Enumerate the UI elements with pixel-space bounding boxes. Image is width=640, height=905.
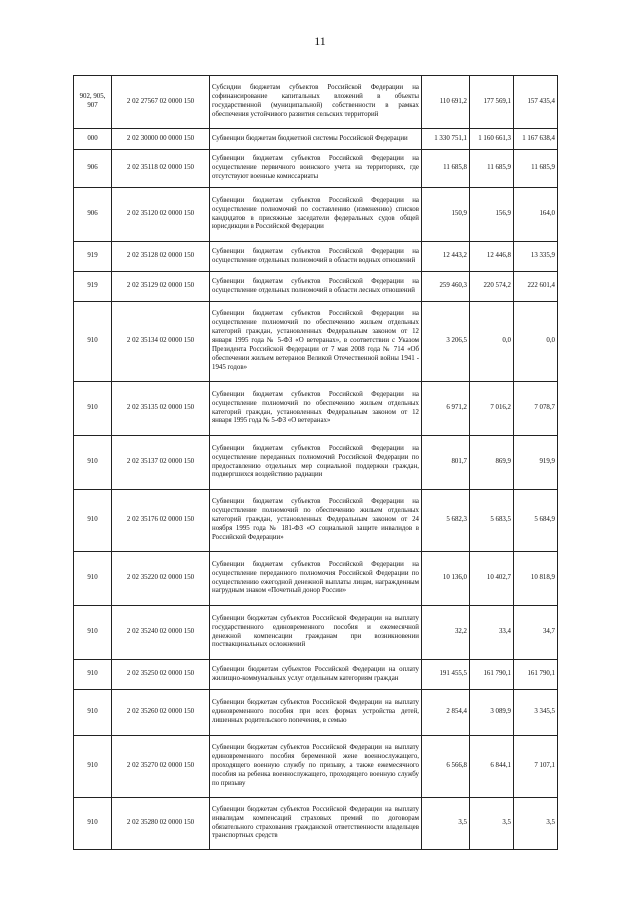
amount-year-3-cell: 10 818,9 bbox=[514, 552, 558, 606]
revenue-name-cell: Субвенции бюджетам субъектов Российской Федерации на осуществление полномочий по обеспечению жильем отдельных категорий граждан, установленных Федеральным законом от 12 января 1995 года № 5-ФЗ «О ветеранах» bbox=[210, 382, 422, 436]
budget-code-cell: 2 02 35240 02 0000 150 bbox=[112, 606, 210, 660]
amount-year-1-cell: 10 136,0 bbox=[422, 552, 470, 606]
amount-year-1-cell: 3 206,5 bbox=[422, 302, 470, 382]
budget-code-cell: 2 02 35135 02 0000 150 bbox=[112, 382, 210, 436]
amount-year-2-cell: 3,5 bbox=[470, 798, 514, 850]
budget-code-cell: 2 02 35176 02 0000 150 bbox=[112, 490, 210, 552]
amount-year-1-cell: 191 455,5 bbox=[422, 660, 470, 690]
amount-year-3-cell: 5 684,9 bbox=[514, 490, 558, 552]
revenue-name-cell: Субвенции бюджетам субъектов Российской Федерации на выплату единовременного пособия беременной жене военнослужащего, проходящего военную службу по призыву, а также ежемесячного пособия на ребенка военнослужащего, проходящего военную службу по призыву bbox=[210, 736, 422, 798]
revenue-name-cell: Субвенции бюджетам субъектов Российской Федерации на осуществление отдельных полномочий в области лесных отношений bbox=[210, 272, 422, 302]
admin-code-cell: 906 bbox=[74, 150, 112, 188]
amount-year-3-cell: 157 435,4 bbox=[514, 76, 558, 129]
revenue-name-cell: Субвенции бюджетам бюджетной системы Российской Федерации bbox=[210, 129, 422, 150]
table-row bbox=[74, 302, 558, 382]
table-row bbox=[74, 606, 558, 660]
budget-code-cell: 2 02 35128 02 0000 150 bbox=[112, 242, 210, 272]
admin-code-cell: 910 bbox=[74, 736, 112, 798]
amount-year-3-cell: 1 167 638,4 bbox=[514, 129, 558, 150]
amount-year-1-cell: 150,9 bbox=[422, 188, 470, 242]
amount-year-3-cell: 34,7 bbox=[514, 606, 558, 660]
admin-code-cell: 910 bbox=[74, 490, 112, 552]
table-row bbox=[74, 129, 558, 150]
revenue-name-cell: Субвенции бюджетам субъектов Российской Федерации на осуществление отдельных полномочий в области водных отношений bbox=[210, 242, 422, 272]
amount-year-1-cell: 110 691,2 bbox=[422, 76, 470, 129]
admin-code-cell: 910 bbox=[74, 690, 112, 736]
amount-year-2-cell: 10 402,7 bbox=[470, 552, 514, 606]
budget-code-cell: 2 02 27567 02 0000 150 bbox=[112, 76, 210, 129]
budget-code-cell: 2 02 35260 02 0000 150 bbox=[112, 690, 210, 736]
table-row bbox=[74, 736, 558, 798]
budget-code-cell: 2 02 35118 02 0000 150 bbox=[112, 150, 210, 188]
revenue-name-cell: Субвенции бюджетам субъектов Российской Федерации на выплату инвалидам компенсаций страховых премий по договорам обязательного страхования гражданской ответственности владельцев транспортных средств bbox=[210, 798, 422, 850]
table-row bbox=[74, 798, 558, 850]
amount-year-3-cell: 919,9 bbox=[514, 436, 558, 490]
revenue-name-cell: Субвенции бюджетам субъектов Российской Федерации на оплату жилищно-коммунальных услуг отдельным категориям граждан bbox=[210, 660, 422, 690]
amount-year-1-cell: 2 854,4 bbox=[422, 690, 470, 736]
amount-year-2-cell: 869,9 bbox=[470, 436, 514, 490]
revenue-name-cell: Субвенции бюджетам субъектов Российской Федерации на осуществление полномочий по обеспечению жильем отдельных категорий граждан, установленных Федеральным законом от 24 ноября 1995 года № 181-ФЗ «О социальной защите инвалидов в Российской Федерации» bbox=[210, 490, 422, 552]
budget-code-cell: 2 02 35270 02 0000 150 bbox=[112, 736, 210, 798]
admin-code-cell: 910 bbox=[74, 660, 112, 690]
page-number: 11 bbox=[314, 34, 326, 48]
amount-year-3-cell: 3 345,5 bbox=[514, 690, 558, 736]
amount-year-2-cell: 5 683,5 bbox=[470, 490, 514, 552]
amount-year-1-cell: 32,2 bbox=[422, 606, 470, 660]
admin-code-cell: 910 bbox=[74, 606, 112, 660]
table-body bbox=[74, 76, 558, 850]
budget-code-cell: 2 02 35250 02 0000 150 bbox=[112, 660, 210, 690]
table-row bbox=[74, 272, 558, 302]
revenue-name-cell: Субсидии бюджетам субъектов Российской Федерации на софинансирование капитальных вложений в объекты государственной (муниципальной) собственности в рамках обеспечения устойчивого развития сельских территорий bbox=[210, 76, 422, 129]
amount-year-1-cell: 6 971,2 bbox=[422, 382, 470, 436]
amount-year-2-cell: 1 160 661,3 bbox=[470, 129, 514, 150]
revenue-name-cell: Субвенции бюджетам субъектов Российской Федерации на осуществление переданных полномочий Российской Федерации по предоставлению отдельных мер социальной поддержки граждан, подвергшихся воздействию радиации bbox=[210, 436, 422, 490]
amount-year-2-cell: 0,0 bbox=[470, 302, 514, 382]
amount-year-3-cell: 0,0 bbox=[514, 302, 558, 382]
admin-code-cell: 919 bbox=[74, 272, 112, 302]
revenue-name-cell: Субвенции бюджетам субъектов Российской Федерации на выплату государственного единовременного пособия и ежемесячной денежной компенсации гражданам при возникновении поствакцинальных осложнений bbox=[210, 606, 422, 660]
amount-year-1-cell: 259 460,3 bbox=[422, 272, 470, 302]
amount-year-2-cell: 220 574,2 bbox=[470, 272, 514, 302]
revenue-name-cell: Субвенции бюджетам субъектов Российской Федерации на осуществление полномочий по составлению (изменению) списков кандидатов в присяжные заседатели федеральных судов общей юрисдикции в Российской Федерации bbox=[210, 188, 422, 242]
amount-year-2-cell: 177 569,1 bbox=[470, 76, 514, 129]
admin-code-cell: 902, 905, 907 bbox=[74, 76, 112, 129]
admin-code-cell: 906 bbox=[74, 188, 112, 242]
budget-code-cell: 2 02 30000 00 0000 150 bbox=[112, 129, 210, 150]
admin-code-cell: 910 bbox=[74, 382, 112, 436]
revenue-name-cell: Субвенции бюджетам субъектов Российской Федерации на осуществление переданного полномочия Российской Федерации по осуществлению ежегодной денежной выплаты лицам, награжденным нагрудным знаком «Почетный донор России» bbox=[210, 552, 422, 606]
amount-year-1-cell: 5 682,3 bbox=[422, 490, 470, 552]
amount-year-1-cell: 801,7 bbox=[422, 436, 470, 490]
budget-code-cell: 2 02 35120 02 0000 150 bbox=[112, 188, 210, 242]
amount-year-3-cell: 222 601,4 bbox=[514, 272, 558, 302]
admin-code-cell: 910 bbox=[74, 302, 112, 382]
amount-year-2-cell: 33,4 bbox=[470, 606, 514, 660]
amount-year-3-cell: 164,0 bbox=[514, 188, 558, 242]
amount-year-3-cell: 13 335,9 bbox=[514, 242, 558, 272]
budget-code-cell: 2 02 35280 02 0000 150 bbox=[112, 798, 210, 850]
revenue-name-cell: Субвенции бюджетам субъектов Российской Федерации на осуществление полномочий по обеспечению жильем отдельных категорий граждан, установленных Федеральным законом от 12 января 1995 года № 5-ФЗ «О ветеранах», в соответствии с Указом Президента Российской Федерации от 7 мая 2008 года № 714 «Об обеспечении жильем ветеранов Великой Отечественной войны 1941 - 1945 годов» bbox=[210, 302, 422, 382]
budget-code-cell: 2 02 35129 02 0000 150 bbox=[112, 272, 210, 302]
table-row bbox=[74, 690, 558, 736]
table-row bbox=[74, 382, 558, 436]
budget-code-cell: 2 02 35220 02 0000 150 bbox=[112, 552, 210, 606]
amount-year-2-cell: 12 446,8 bbox=[470, 242, 514, 272]
table-row bbox=[74, 150, 558, 188]
budget-revenue-table bbox=[73, 75, 558, 850]
admin-code-cell: 910 bbox=[74, 436, 112, 490]
amount-year-3-cell: 7 078,7 bbox=[514, 382, 558, 436]
amount-year-3-cell: 161 790,1 bbox=[514, 660, 558, 690]
budget-code-cell: 2 02 35134 02 0000 150 bbox=[112, 302, 210, 382]
revenue-name-cell: Субвенции бюджетам субъектов Российской Федерации на выплату единовременного пособия при всех формах устройства детей, лишенных родительского попечения, в семью bbox=[210, 690, 422, 736]
table-row bbox=[74, 552, 558, 606]
admin-code-cell: 910 bbox=[74, 798, 112, 850]
amount-year-2-cell: 161 790,1 bbox=[470, 660, 514, 690]
amount-year-2-cell: 156,9 bbox=[470, 188, 514, 242]
budget-code-cell: 2 02 35137 02 0000 150 bbox=[112, 436, 210, 490]
amount-year-3-cell: 7 107,1 bbox=[514, 736, 558, 798]
admin-code-cell: 000 bbox=[74, 129, 112, 150]
table-row bbox=[74, 188, 558, 242]
amount-year-1-cell: 6 566,8 bbox=[422, 736, 470, 798]
amount-year-2-cell: 7 016,2 bbox=[470, 382, 514, 436]
revenue-name-cell: Субвенции бюджетам субъектов Российской Федерации на осуществление первичного воинского учета на территориях, где отсутствуют военные комиссариаты bbox=[210, 150, 422, 188]
amount-year-2-cell: 11 685,9 bbox=[470, 150, 514, 188]
amount-year-3-cell: 3,5 bbox=[514, 798, 558, 850]
amount-year-2-cell: 3 089,9 bbox=[470, 690, 514, 736]
amount-year-1-cell: 11 685,8 bbox=[422, 150, 470, 188]
amount-year-1-cell: 1 330 751,1 bbox=[422, 129, 470, 150]
table-row bbox=[74, 242, 558, 272]
amount-year-3-cell: 11 685,9 bbox=[514, 150, 558, 188]
amount-year-1-cell: 12 443,2 bbox=[422, 242, 470, 272]
amount-year-1-cell: 3,5 bbox=[422, 798, 470, 850]
table-row bbox=[74, 436, 558, 490]
admin-code-cell: 919 bbox=[74, 242, 112, 272]
admin-code-cell: 910 bbox=[74, 552, 112, 606]
table-row bbox=[74, 490, 558, 552]
table-row bbox=[74, 660, 558, 690]
table-row bbox=[74, 76, 558, 129]
amount-year-2-cell: 6 844,1 bbox=[470, 736, 514, 798]
